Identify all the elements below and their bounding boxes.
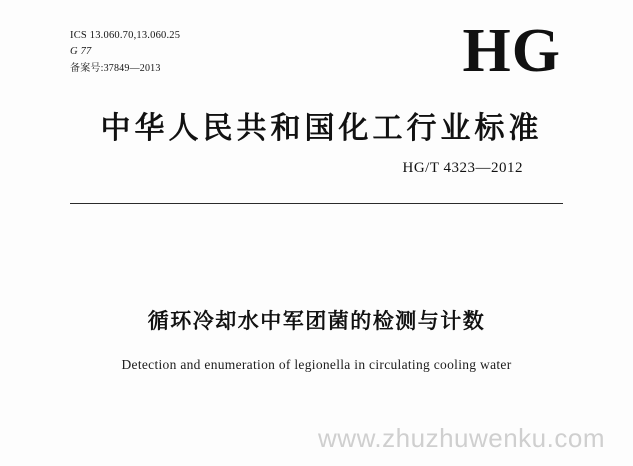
watermark-text: www.zhuzhuwenku.com [318,423,605,453]
document-title-english: Detection and enumeration of legionella in circulating cooling water [121,357,512,372]
horizontal-divider [70,203,563,204]
record-number: 备案号:37849—2013 [70,62,161,74]
classification-code: G 77 [70,46,92,58]
standard-title-chinese: 中华人民共和国化工行业标准 [100,111,543,146]
document-title-chinese: 循环冷却水中军团菌的检测与计数 [147,309,486,333]
standard-metadata-block [70,28,180,76]
hg-logo: HG [462,17,561,85]
standard-number: HG/T 4323—2012 [402,160,523,176]
ics-code: ICS 13.060.70,13.060.25 [70,30,181,41]
